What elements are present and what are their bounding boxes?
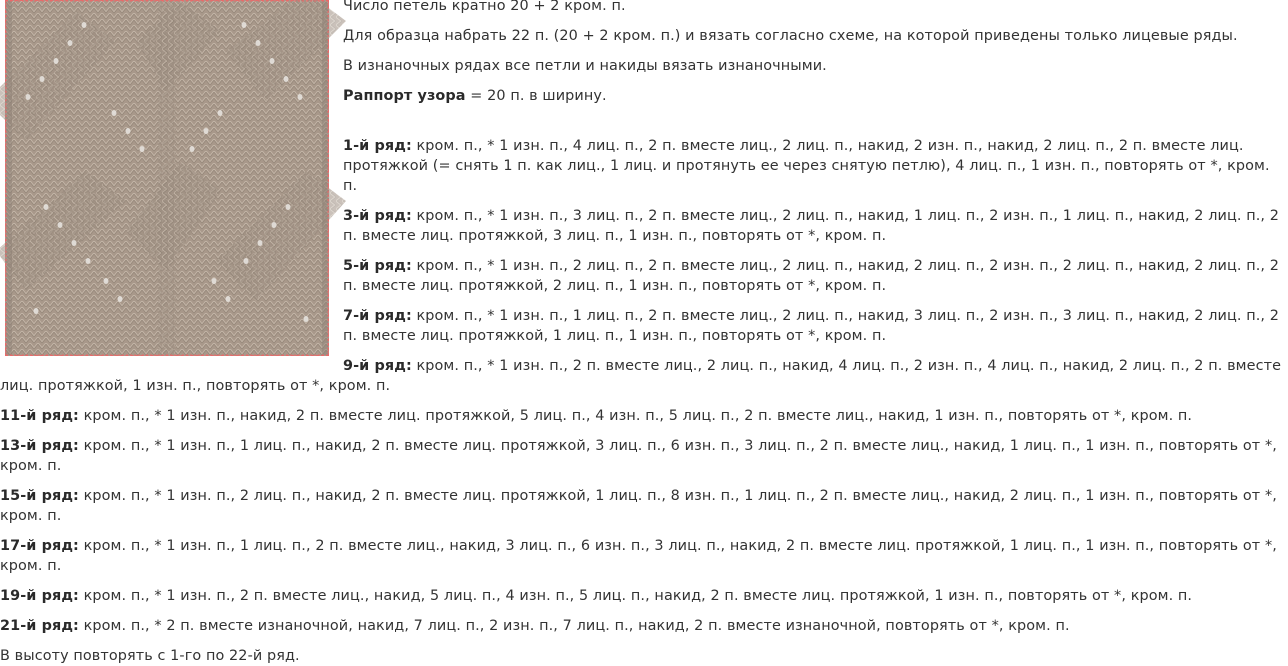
row-text: кром. п., * 1 изн. п., 2 п. вместе лиц., накид, 5 лиц. п., 4 изн. п., 5 лиц. п., накид, 2 п. вместе лиц. протяжкой, 1 изн. п., повторять от *, кром. п. <box>78 588 1193 604</box>
cast-on-text: Для образца набрать 22 п. (20 + 2 кром. п.) и вязать согласно схеме, на которой приведены только лицевые ряды. <box>343 28 1238 44</box>
row-label: 13-й ряд: <box>0 438 79 454</box>
row-text: кром. п., * 2 п. вместе изнаночной, накид, 7 лиц. п., 2 изн. п., 7 лиц. п., накид, 2 п. вместе изнаночной, повторять от *, кром. п. <box>78 618 1070 634</box>
knit-texture <box>6 1 328 355</box>
row-instruction <box>0 356 1288 396</box>
row-label: 19-й ряд: <box>0 588 79 604</box>
row-instruction <box>0 586 1288 606</box>
row-label: 5-й ряд: <box>343 258 412 274</box>
height-repeat-text: В высоту повторять с 1-го по 22-й ряд. <box>0 648 300 664</box>
row-label: 1-й ряд: <box>343 138 412 154</box>
pattern-repeat-label: Раппорт узора <box>343 88 466 104</box>
row-text: кром. п., * 1 изн. п., 2 лиц. п., накид, 2 п. вместе лиц. протяжкой, 1 лиц. п., 8 изн. п., 1 лиц. п., 2 п. вместе лиц., накид, 2 лиц. п., 1 изн. п., повторять от *, кром. п. <box>0 488 1277 524</box>
row-label: 21-й ряд: <box>0 618 79 634</box>
knitting-sample-photo <box>5 0 329 356</box>
purl-rows-text: В изнаночных рядах все петли и накиды вязать изнаночными. <box>343 58 827 74</box>
row-instruction <box>0 406 1288 426</box>
row-instruction <box>0 536 1288 576</box>
row-text: кром. п., * 1 изн. п., накид, 2 п. вместе лиц. протяжкой, 5 лиц. п., 4 изн. п., 5 лиц. п., 2 п. вместе лиц., накид, 1 изн. п., повторять от *, кром. п. <box>78 408 1193 424</box>
row-label: 11-й ряд: <box>0 408 79 424</box>
row-label: 15-й ряд: <box>0 488 79 504</box>
row-label: 17-й ряд: <box>0 538 79 554</box>
row-text: кром. п., * 1 изн. п., 4 лиц. п., 2 п. вместе лиц., 2 лиц. п., накид, 2 изн. п., накид, 2 лиц. п., 2 п. вместе лиц. протяжкой (= снять 1 п. как лиц., 1 лиц. и протянуть ее через снятую петлю), 4 лиц. п., 1 изн. п., повторять от *, кром. п. <box>343 138 1270 194</box>
row-text: кром. п., * 1 изн. п., 1 лиц. п., 2 п. вместе лиц., накид, 3 лиц. п., 6 изн. п., 3 лиц. п., накид, 2 п. вместе лиц. протяжкой, 1 лиц. п., 1 изн. п., повторять от *, кром. п. <box>0 538 1277 574</box>
row-label: 9-й ряд: <box>343 358 412 374</box>
row-text: кром. п., * 1 изн. п., 3 лиц. п., 2 п. вместе лиц., 2 лиц. п., накид, 1 лиц. п., 2 изн. п., 1 лиц. п., накид, 2 лиц. п., 2 п. вместе лиц. протяжкой, 3 лиц. п., 1 изн. п., повторять от *, кром. п. <box>343 208 1280 244</box>
pattern-repeat-value: = 20 п. в ширину. <box>465 88 607 104</box>
row-label: 7-й ряд: <box>343 308 412 324</box>
stitch-count-text: Число петель кратно 20 + 2 кром. п. <box>343 0 626 14</box>
row-instruction <box>0 616 1288 636</box>
row-text: кром. п., * 1 изн. п., 1 лиц. п., 2 п. вместе лиц., 2 лиц. п., накид, 3 лиц. п., 2 изн. п., 3 лиц. п., накид, 2 лиц. п., 2 п. вместе лиц. протяжкой, 1 лиц. п., 1 изн. п., повторять от *, кром. п. <box>343 308 1280 344</box>
row-instruction <box>0 486 1288 526</box>
row-text: кром. п., * 1 изн. п., 1 лиц. п., накид, 2 п. вместе лиц. протяжкой, 3 лиц. п., 6 изн. п., 3 лиц. п., 2 п. вместе лиц., накид, 1 лиц. п., 1 изн. п., повторять от *, кром. п. <box>0 438 1277 474</box>
row-text: кром. п., * 1 изн. п., 2 п. вместе лиц., 2 лиц. п., накид, 4 лиц. п., 2 изн. п., 4 лиц. п., накид, 2 лиц. п., 2 п. вместе лиц. протяжкой, 1 изн. п., повторять от *, кром. п. <box>0 358 1282 394</box>
row-instruction <box>0 436 1288 476</box>
row-text: кром. п., * 1 изн. п., 2 лиц. п., 2 п. вместе лиц., 2 лиц. п., накид, 2 лиц. п., 2 изн. п., 2 лиц. п., накид, 2 лиц. п., 2 п. вместе лиц. протяжкой, 2 лиц. п., 1 изн. п., повторять от *, кром. п. <box>343 258 1280 294</box>
row-label: 3-й ряд: <box>343 208 412 224</box>
